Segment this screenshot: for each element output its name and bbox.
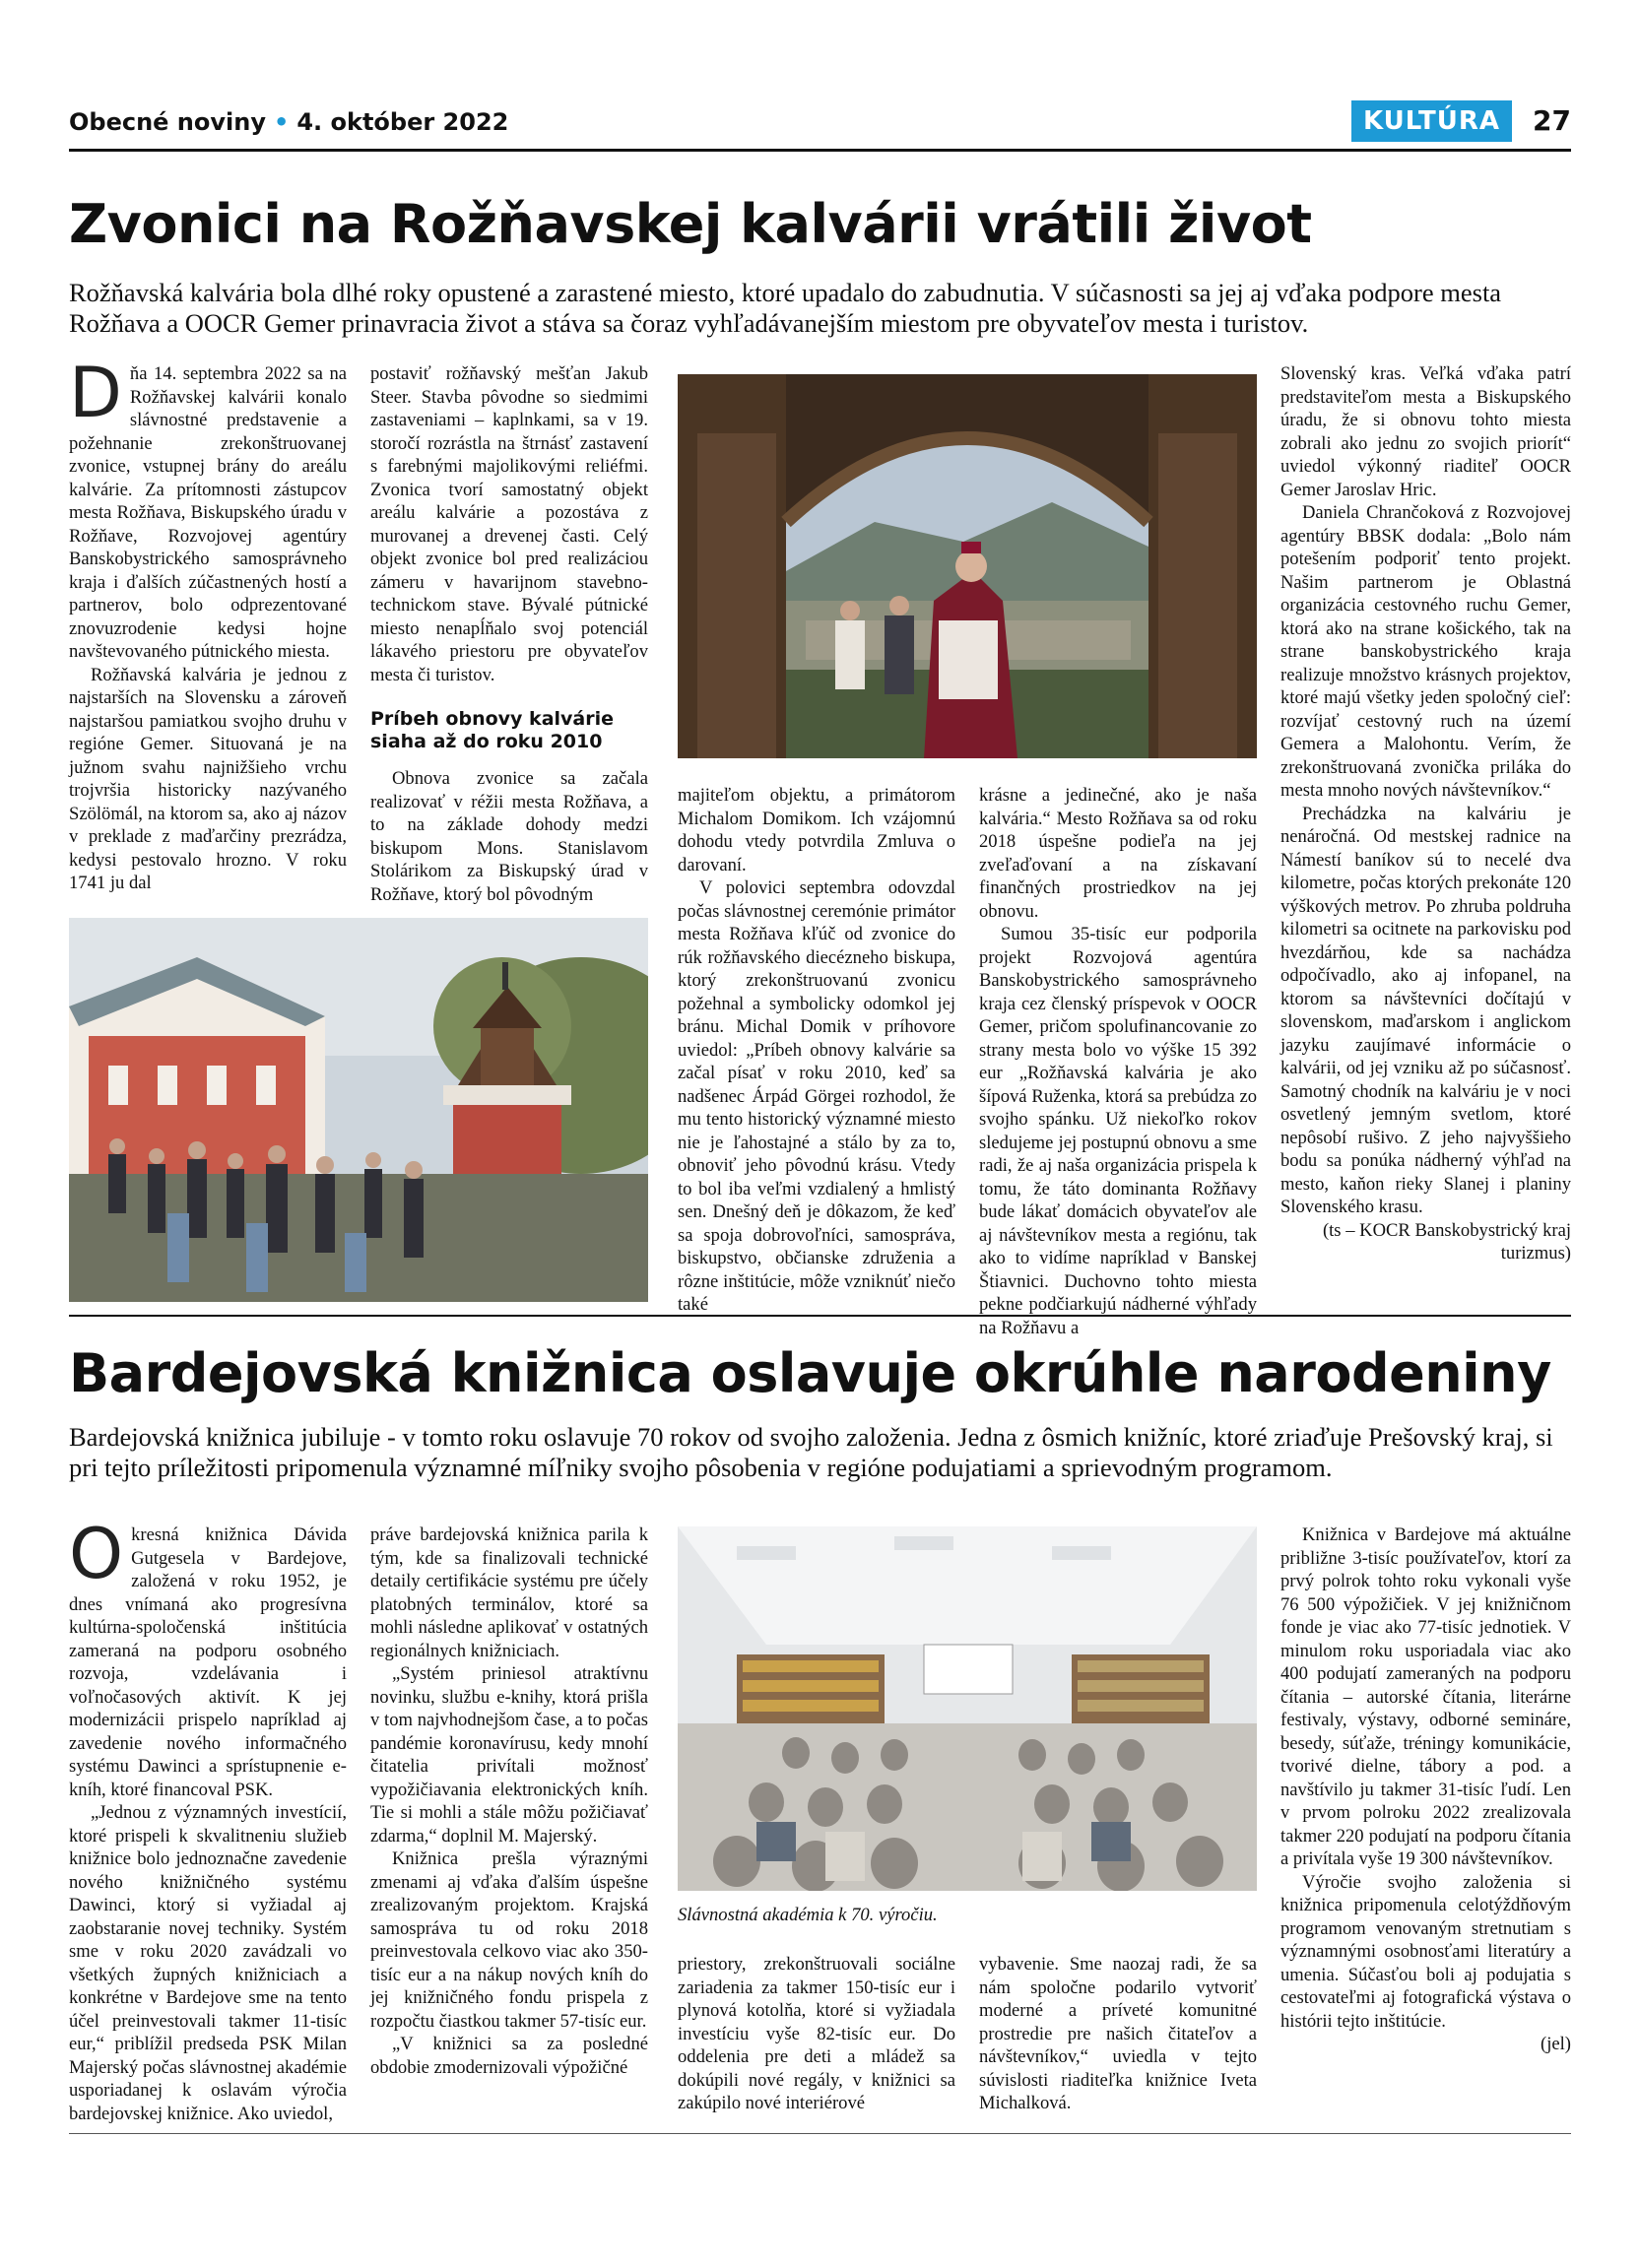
publication-name: Obecné noviny <box>69 108 266 136</box>
article1-signature: (ts – KOCR Banskobystrický kraj turizmus) <box>1322 1219 1571 1264</box>
page-number: 27 <box>1533 104 1571 137</box>
photo-blessing-bell-tower <box>678 374 1257 758</box>
paragraph: Prechádzka na kalváriu je nenáročná. Od mestskej radnice na Námestí baníkov sú to necelé dva kilometre, počas ktorých prekonáte 120 výškových metrov. Po zhruba poldruha kilometri sa ocitnete na parkovisku pod hvezdárňou, kde sa nachádza odpočívadlo, ako aj infopanel, na ktorom sa návštevníci dočítajú v slovenskom, maďarskom i anglickom jazyku zaujímavé informácie o kalvárii, od jej vzniku až po súčasnosť. Samotný chodník na kalváriu je v noci osvetlený jemným svetlom, ktoré nepôsobí rušivo. Z jeho najvyššieho bodu sa ponúka nádherný výhľad na mesto, kaňon rieky Slanej i planiny Slovenského krasu. <box>1280 803 1571 1217</box>
paragraph: priestory, zrekonštruovali sociálne zariadenia za takmer 150-tisíc eur i plynová kotolňa, ktoré si vyžiadala investíciu vyše 82-tisíc eur. Do oddelenia pre deti a mládež sa dokúpili nové regály, v knižnici sa zakúpilo nové interiérové <box>678 1954 955 2113</box>
article2-signature: (jel) <box>1541 2034 1571 2054</box>
paragraph: ňa 14. septembra 2022 sa na Rožňavskej kalvárii konalo slávnostné predstavenie a požehnanie zrekonštruovanej zvonice, vstupnej brány do areálu kalvárie. Za prítomnosti zástupcov mesta Rožňava, Biskupského úradu v Rožňave, Rozvojovej agentúry Banskobystrického samosprávneho kraja i ďalších zúčastnených hostí a partnerov, bolo odprezentované znovuzrodenie kedysi hojne navštevovaného pútnického miesta. <box>69 363 347 662</box>
paragraph: postaviť rožňavský mešťan Jakub Steer. Stavba pôvodne so siedmimi zastaveniami – kaplnkami, sa v 19. storočí rozrástla na štrnásť zastavení s farebnými majolikovými reliéfmi. Zvonica tvorí samostatný objekt areálu kalvárie a pozostáva z murovanej a drevenej časti. Celý objekt zvonice bol pred realizáciou zámeru v havarijnom stavebno-technickom stave. Bývalé pútnické miesto nenapĺňalo svoj potenciál lákavého priestoru pre obyvateľov mesta či turistov. <box>370 363 648 685</box>
paragraph: Sumou 35-tisíc eur podporila projekt Rozvojová agentúra Banskobystrického samosprávneho kraja cez členský príspevok v OOCR Gemer, pričom spolufinancovanie zo strany mesta bolo vo výške 15 392 eur „Rožňavská kalvária je ako šípová Ruženka, ktorá sa prebúdza zo svojho spánku. Už niekoľko rokov sledujeme jej postupnú obnovu a sme radi, že aj naša organizácia prispela k tomu, že táto dominanta Rožňavy bude lákať domácich obyvateľov ale aj návštevníkov mesta a regiónu, tak ako to vidíme napríklad v Banskej Štiavnici. Duchovno tohto miesta pekne podčiarkujú nádherné výhľady na Rožňavu a <box>979 924 1257 1338</box>
paragraph: „V knižnici sa za posledné obdobie zmodernizovali výpožičné <box>370 2034 648 2078</box>
article1-column-2 <box>370 362 648 906</box>
page-header <box>69 95 1571 152</box>
paragraph: Výročie svojho založenia si knižnica pripomenula celotýždňovým programom venovaným stretnutiam s významnými osobnosťami literatúry a umenia. Súčasťou boli aj podujatia s cestovateľmi aj fotografická výstava o histórii tejto inštitúcie. <box>1280 1871 1571 2032</box>
paragraph: „Systém priniesol atraktívnu novinku, službu e-knihy, ktorá prišla v tom najvhodnejšom čase, a to počas pandémie koronavírusu, kedy mnohí čitatelia privítali možnosť vypožičiavania elektronických kníh. Tie si mohli a stále môžu požičiavať zdarma,“ doplnil M. Majerský. <box>370 1663 648 1847</box>
article1-lead: Rožňavská kalvária bola dlhé roky opustené a zarastené miesto, ktoré upadalo do zabudnutia. V súčasnosti sa jej aj vďaka podpore mesta Rožňava a OOCR Gemer prinavracia život a stáva sa čoraz vyhľadávanejším miestom pre obyvateľov mesta i turistov. <box>69 278 1502 338</box>
paragraph: Slovenský kras. Veľká vďaka patrí predstaviteľom mesta a Biskupského úradu, že si obnovu tohto miesta zobrali ako jednu zo svojich priorít“ uviedol výkonný riaditeľ OOCR Gemer Jaroslav Hric. <box>1280 363 1571 500</box>
article2-lead: Bardejovská knižnica jubiluje - v tomto roku oslavuje 70 rokov od svojho založenia. Jedna z ôsmich knižníc, ktoré zriaďuje Prešovský kraj, si pri tejto príležitosti pripomenula významné míľniky svojho pôsobenia v regióne podujatiami a sprievodným programom. <box>69 1422 1553 1482</box>
page-bottom-rule <box>69 2133 1571 2134</box>
article1-subheading: Príbeh obnovy kalvárie siaha až do roku 2010 <box>370 708 614 752</box>
paragraph: Rožňavská kalvária je jednou z najstarších na Slovensku a zároveň najstaršou pamiatkou svojho druhu v regióne Gemer. Situovaná je na južnom svahu najnižšieho vrchu trojvršia historicky nazývaného Szölömál, na ktorom sa, ako aj názov v preklade z maďarčiny prezrádza, kedysi pestovalo hrozno. V roku 1741 ju dal <box>69 664 347 893</box>
photo-library-image <box>678 1526 1257 1891</box>
paragraph: Knižnica v Bardejove má aktuálne približne 3-tisíc používateľov, ktorí za prvý polrok tohto roku vykonali vyše 76 500 výpožičiek. V jej knižničnom fonde je viac ako 77-tisíc jednotiek. V minulom roku usporiadala viac ako 400 podujatí zameraných na podporu čítania – autorské čítania, literárne festivaly, výstavy, odborné semináre, besedy, súťaže, tréningy komunikácie, tvorivé dielne, tábory a pod. a navštívilo ju takmer 31-tisíc ľudí. Len v prvom polroku 2022 zrealizovala takmer 220 podujatí na podporu čítania a privítala vyše 19 300 návštevníkov. <box>1280 1524 1571 1869</box>
paragraph: Obnova zvonice sa začala realizovať v réžii mesta Rožňava, a to na základe dohody medzi biskupom Mons. Stanislavom Stolárikom za Biskupský úrad v Rožňave, ktorý bol pôvodným <box>370 768 648 905</box>
article2-column-4 <box>979 1953 1257 2115</box>
library-photo-caption: Slávnostná akadémia k 70. výročiu. <box>678 1905 938 1925</box>
paragraph: kresná knižnica Dávida Gutgesela v Bardejove, založená v roku 1952, je dnes vnímaná ako progresívna kultúrna-spoločenská inštitúcia zameraná na podporu osobného rozvoja, vzdelávania i voľnočasových aktivít. K jej modernizácii prispelo napríklad aj zavedenie nového informačného systému Dawinci a sprístupnenie e-kníh, ktoré financoval PSK. <box>69 1524 347 1800</box>
article1-column-5 <box>1280 362 1571 1265</box>
paragraph: práve bardejovská knižnica parila k tým, kde sa finalizovali technické detaily certifikácie systému pre účely platobných terminálov, ktoré sa mohli následne aplikovať v ostatných regionálnych knižniciach. <box>370 1524 648 1661</box>
article2-column-1 <box>69 1514 347 2125</box>
article2-column-2 <box>370 1523 648 2079</box>
article1-column-3 <box>678 784 955 1317</box>
section-label: KULTÚRA <box>1351 100 1512 142</box>
dropcap: O <box>69 1514 124 1594</box>
article2-column-5 <box>1280 1523 1571 2056</box>
issue-date: 4. október 2022 <box>296 108 509 136</box>
article1-column-1 <box>69 353 347 895</box>
photo-calvary-image <box>69 918 648 1302</box>
photo-library-event <box>678 1526 1257 1891</box>
separator-dot: • <box>273 108 290 136</box>
paragraph: vybavenie. Sme naozaj radi, že sa nám spoločne podarilo vytvoriť moderné a príveté komunitné prostredie pre našich čitateľov a návštevníkov,“ uviedla v tejto súvislosti riaditeľka knižnice Iveta Michalková. <box>979 1954 1257 2113</box>
article2-title: Bardejovská knižnica oslavuje okrúhle narodeniny <box>69 1342 1551 1404</box>
paragraph: Daniela Chrančoková z Rozvojovej agentúry BBSK dodala: „Bolo nám potešením podporiť tento projekt. Našim partnerom je Oblastná organizácia cestovného ruchu Gemer, ktorá ako na strane košického, tak na strane banskobystrického kraja realizuje množstvo krásnych projektov, ktoré majú všetky jeden spoločný cieľ: rozvíjať cestovný ruch na území Gemera a Malohontu. Verím, že zrekonštruovaná zvonička priláka do mesta mnoho nových návštevníkov.“ <box>1280 502 1571 801</box>
article1-title: Zvonici na Rožňavskej kalvárii vrátili život <box>69 193 1312 255</box>
dropcap: D <box>69 353 122 433</box>
paragraph: majiteľom objektu, a primátorom Michalom Domikom. Ich vzájomnú dohodu vtedy potvrdila Zmluva o darovaní. <box>678 785 955 875</box>
paragraph: krásne a jedinečné, ako je naša kalvária.“ Mesto Rožňava sa od roku 2018 úspešne podieľa na jej zveľaďovaní a na získavaní finančných prostriedkov na jej obnovu. <box>979 785 1257 922</box>
paragraph: V polovici septembra odovzdal počas slávnostnej ceremónie primátor mesta Rožňava kľúč od zvonice do rúk rožňavského diecézneho biskupa, ktorý zrekonštruovanú zvonicu požehnal a symbolicky odomkol jej bránu. Michal Domik v príhovore uviedol: „Príbeh obnovy kalvárie sa začal písať v roku 2010, keď sa nadšenec Árpád Görgei rozhodol, že mu tento historický významné miesto nie je ľahostajné a stálo by za to, obnoviť jeho pôvodnú krásu. Vtedy to bol iba veľmi vzdialený a hmlistý sen. Dnešný deň je dôkazom, že keď sa spoja dobrovoľníci, samospráva, biskupstvo, občianske združenia a rôzne inštitúcie, môže vzniknúť niečo také <box>678 877 955 1315</box>
paragraph: Knižnica prešla výraznými zmenami aj vďaka ďalším úspešne zrealizovaným projektom. Krajská samospráva tu od roku 2018 preinvestovala celkovo viac ako 350-tisíc eur a na nákup nových kníh do jej knižničného fondu prispela z rozpočtu čiastkou takmer 57-tisíc eur. <box>370 1848 648 2032</box>
photo-blessing-image <box>678 374 1257 758</box>
paragraph: „Jednou z významných investícií, ktoré prispeli k skvalitneniu služieb knižnice bolo jednoznačne zavedenie nového knižničného systému Dawinci, ktorý si vyžiadal aj zaobstaranie novej techniky. Systém sme v roku 2020 zavádzali vo všetkých župných knižniciach a konkrétne v Bardejove sme na tento účel preinvestovali takmer 11-tisíc eur,“ priblížil predseda PSK Milan Majerský počas slávnostnej akadémie usporiadanej k oslavám výročia bardejovskej knižnice. Ako uviedol, <box>69 1802 347 2124</box>
article-separator <box>69 1315 1571 1317</box>
article2-column-3 <box>678 1953 955 2115</box>
header-publication-line <box>69 108 508 136</box>
article1-column-4 <box>979 784 1257 1339</box>
photo-calvary-crowd <box>69 918 648 1302</box>
